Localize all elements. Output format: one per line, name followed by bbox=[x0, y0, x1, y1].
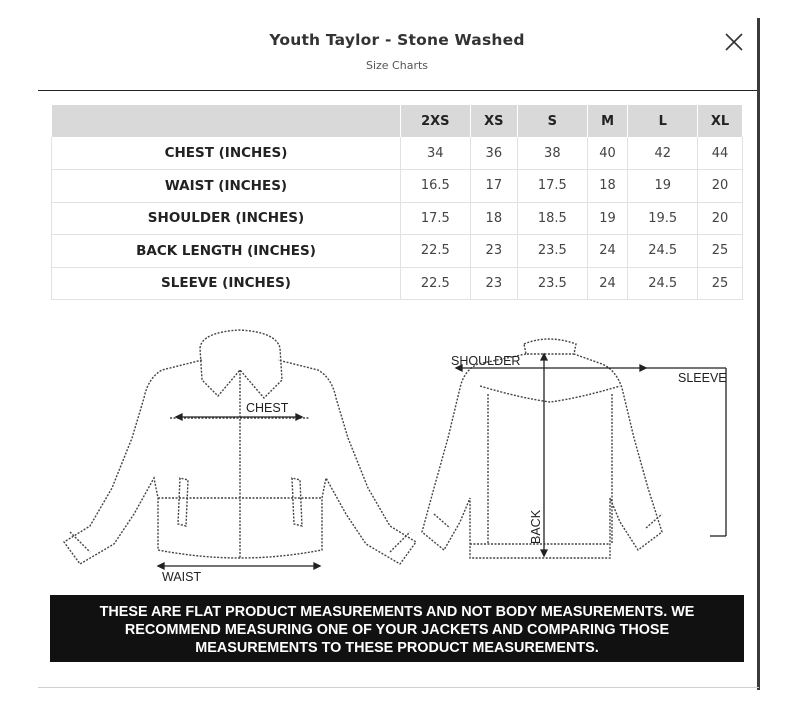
table-cell: 42 bbox=[628, 137, 698, 170]
table-cell: 24.5 bbox=[628, 267, 698, 300]
table-row bbox=[52, 170, 743, 203]
modal-edge bbox=[757, 18, 760, 690]
size-header-row bbox=[52, 105, 743, 137]
table-cell: 23.5 bbox=[518, 267, 588, 300]
notice-line: THESE ARE FLAT PRODUCT MEASUREMENTS AND NOT BODY MEASUREMENTS. WE bbox=[99, 604, 695, 620]
table-cell: 38 bbox=[518, 137, 588, 170]
table-row bbox=[52, 202, 743, 235]
table-cell: 16.5 bbox=[401, 170, 471, 203]
modal-subtitle: Size Charts bbox=[365, 59, 429, 72]
row-label: BACK LENGTH (INCHES) bbox=[52, 235, 401, 268]
size-header-cell: XS bbox=[470, 105, 517, 137]
table-cell: 44 bbox=[698, 137, 743, 170]
table-cell: 18 bbox=[587, 170, 628, 203]
table-cell: 34 bbox=[401, 137, 471, 170]
table-row bbox=[52, 235, 743, 268]
table-cell: 24.5 bbox=[628, 235, 698, 268]
size-table bbox=[51, 105, 743, 300]
table-cell: 17 bbox=[470, 170, 517, 203]
table-cell: 22.5 bbox=[401, 235, 471, 268]
table-cell: 19 bbox=[587, 202, 628, 235]
waist-label: WAIST bbox=[162, 570, 202, 584]
measurement-notice bbox=[50, 595, 744, 662]
jacket-front-illustration bbox=[64, 330, 416, 564]
row-label: WAIST (INCHES) bbox=[52, 170, 401, 203]
size-header-cell: L bbox=[628, 105, 698, 137]
table-cell: 19 bbox=[628, 170, 698, 203]
table-cell: 20 bbox=[698, 170, 743, 203]
notice-line: MEASUREMENTS TO THESE PRODUCT MEASUREMENTS. bbox=[195, 640, 599, 656]
table-cell: 36 bbox=[470, 137, 517, 170]
modal-title: Youth Taylor - Stone Washed bbox=[269, 31, 525, 49]
table-cell: 23 bbox=[470, 267, 517, 300]
table-cell: 20 bbox=[698, 202, 743, 235]
table-cell: 18 bbox=[470, 202, 517, 235]
size-header-blank bbox=[52, 105, 401, 137]
table-cell: 24 bbox=[587, 267, 628, 300]
table-cell: 19.5 bbox=[628, 202, 698, 235]
close-icon[interactable] bbox=[722, 30, 746, 54]
table-cell: 17.5 bbox=[518, 170, 588, 203]
chest-label: CHEST bbox=[246, 401, 289, 415]
row-label: SLEEVE (INCHES) bbox=[52, 267, 401, 300]
table-row bbox=[52, 137, 743, 170]
table-cell: 25 bbox=[698, 235, 743, 268]
header-divider bbox=[38, 90, 757, 91]
table-cell: 18.5 bbox=[518, 202, 588, 235]
modal-bottom-border bbox=[38, 687, 759, 688]
sleeve-label: SLEEVE bbox=[678, 371, 727, 385]
size-header-cell: 2XS bbox=[401, 105, 471, 137]
table-cell: 24 bbox=[587, 235, 628, 268]
table-cell: 17.5 bbox=[401, 202, 471, 235]
jacket-measurement-diagram bbox=[50, 318, 744, 590]
table-cell: 23.5 bbox=[518, 235, 588, 268]
size-header-cell: XL bbox=[698, 105, 743, 137]
table-row bbox=[52, 267, 743, 300]
table-cell: 25 bbox=[698, 267, 743, 300]
row-label: CHEST (INCHES) bbox=[52, 137, 401, 170]
size-header-cell: S bbox=[518, 105, 588, 137]
table-cell: 22.5 bbox=[401, 267, 471, 300]
table-cell: 40 bbox=[587, 137, 628, 170]
back-length-label: BACK bbox=[529, 509, 543, 544]
shoulder-label: SHOULDER bbox=[451, 354, 521, 368]
table-cell: 23 bbox=[470, 235, 517, 268]
notice-line: RECOMMEND MEASURING ONE OF YOUR JACKETS AND COMPARING THOSE bbox=[124, 622, 670, 638]
size-header-cell: M bbox=[587, 105, 628, 137]
row-label: SHOULDER (INCHES) bbox=[52, 202, 401, 235]
